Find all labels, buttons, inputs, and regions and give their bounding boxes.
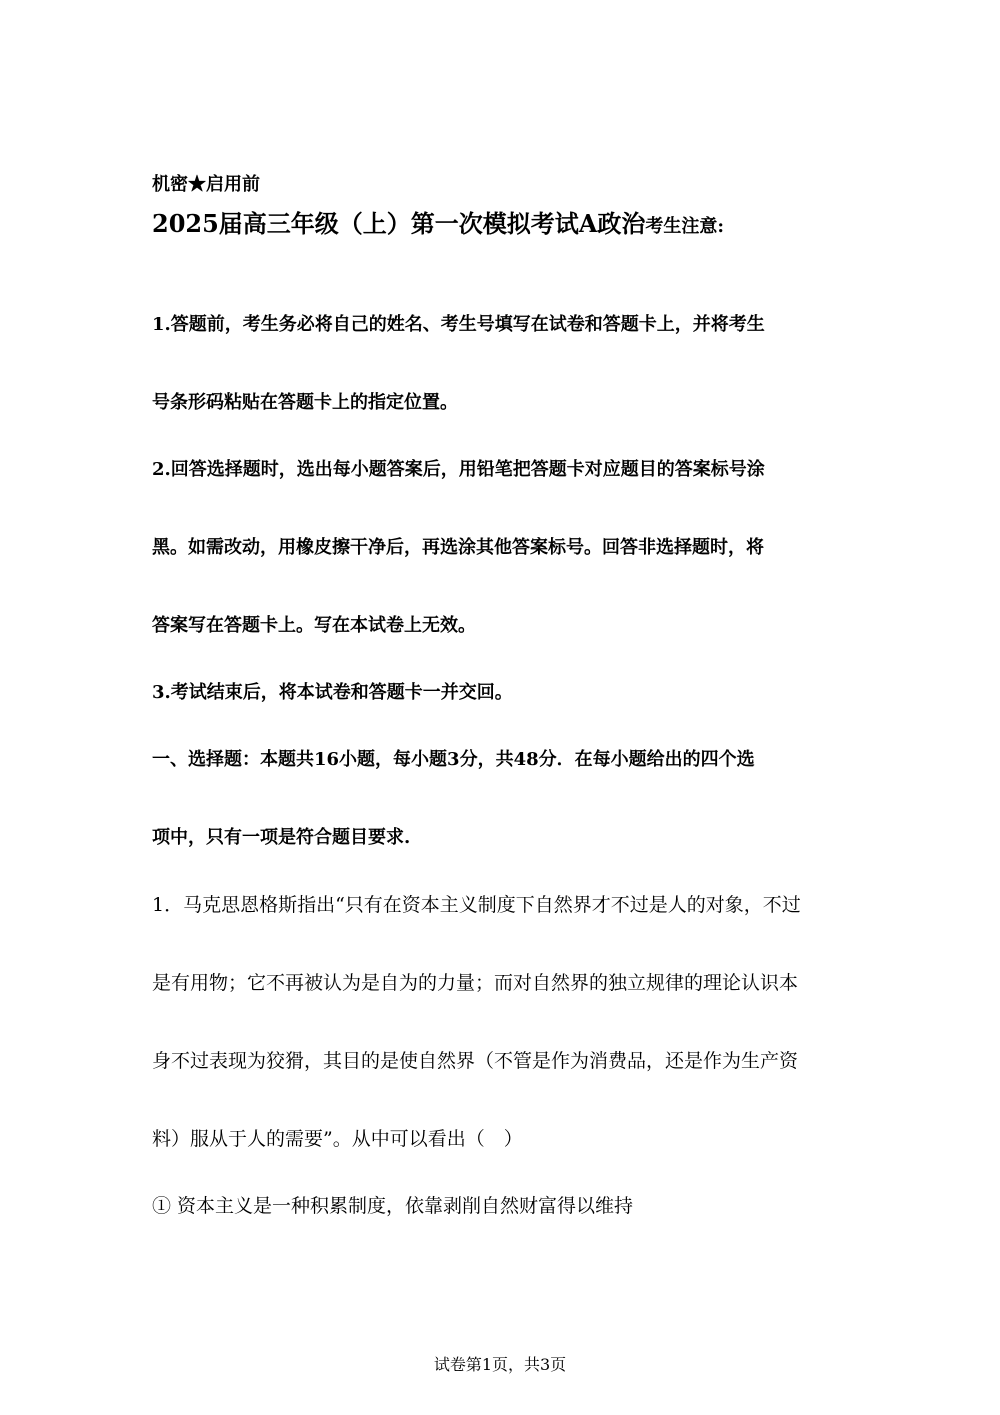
page-footer: 试卷第1页，共3页 — [433, 1355, 567, 1374]
section-heading: 项中，只有一项是符合题目要求. — [152, 827, 411, 848]
question-line: 身不过表现为狡猾，其目的是使自然界（不管是作为消费品，还是作为生产资 — [152, 1050, 799, 1072]
instruction-line: 答案写在答题卡上。写在本试卷上无效。 — [152, 615, 476, 636]
section-heading: 一、选择题：本题共16小题，每小题3分，共48分．在每小题给出的四个选 — [152, 749, 755, 770]
question-line: 是有用物；它不再被认为是自为的力量；而对自然界的独立规律的理论认识本 — [152, 972, 799, 994]
instruction-line: 1.答题前，考生务必将自己的姓名、考生号填写在试卷和答题卡上，并将考生 — [152, 314, 765, 335]
exam-title — [152, 209, 725, 238]
question-option: ① 资本主义是一种积累制度，依靠剥削自然财富得以维持 — [152, 1195, 634, 1217]
classified-label: 机密★启用前 — [152, 174, 260, 195]
instruction-line: 黑。如需改动，用橡皮擦干净后，再选涂其他答案标号。回答非选择题时，将 — [152, 537, 764, 558]
question-line: 1．马克思恩格斯指出“只有在资本主义制度下自然界才不过是人的对象，不过 — [152, 894, 801, 916]
instruction-line: 3.考试结束后，将本试卷和答题卡一并交回。 — [152, 682, 513, 703]
instruction-line: 2.回答选择题时，选出每小题答案后，用铅笔把答题卡对应题目的答案标号涂 — [152, 459, 765, 480]
instruction-line: 号条形码粘贴在答题卡上的指定位置。 — [152, 392, 458, 413]
question-line: 料）服从于人的需要”。从中可以看出（ ） — [152, 1128, 523, 1150]
exam-title-text: 2025届高三年级（上）第一次模拟考试A政治 — [152, 209, 646, 238]
notice-label: 考生注意: — [645, 216, 725, 237]
